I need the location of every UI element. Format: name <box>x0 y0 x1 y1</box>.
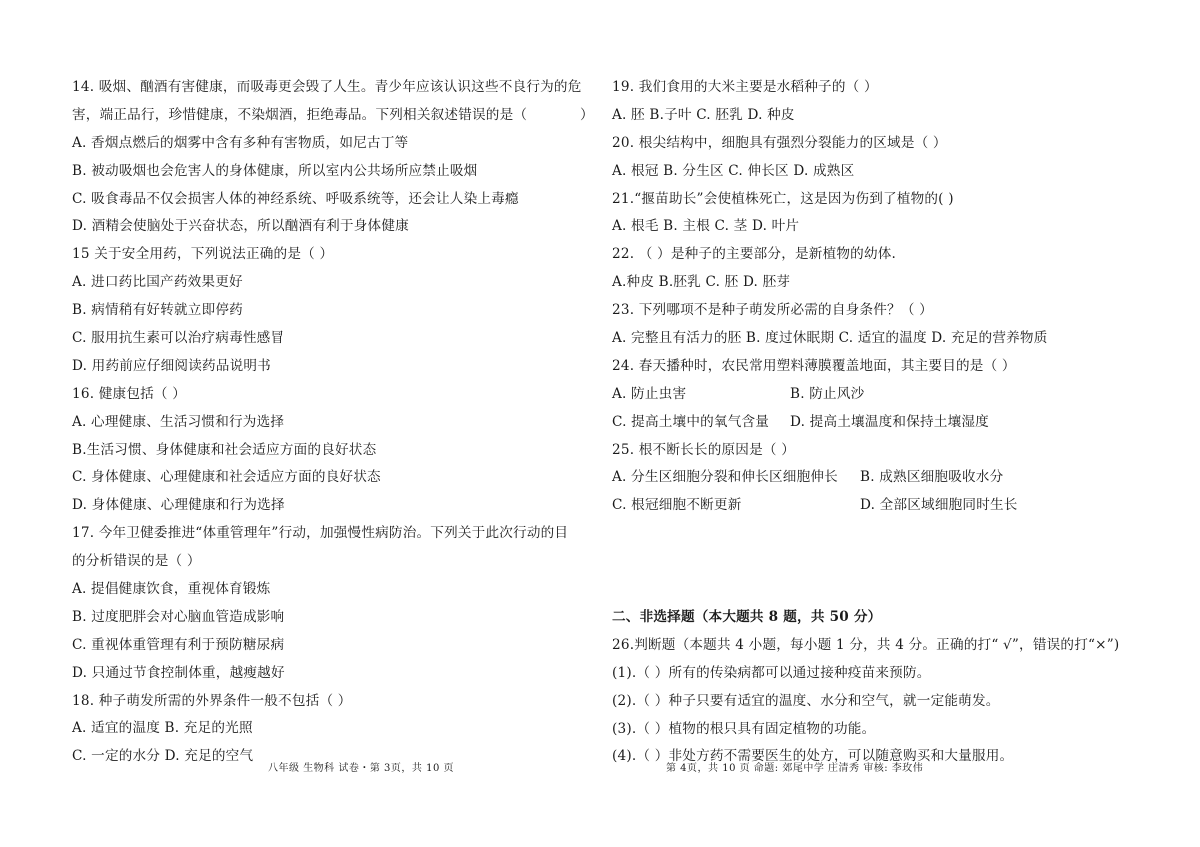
question-stem: 23. 下列哪项不是种子萌发所必需的自身条件？（ ） <box>612 302 933 319</box>
option-line: B. 过度肥胖会对心脑血管造成影响 <box>72 608 285 625</box>
option-line: B.生活习惯、身体健康和社会适应方面的良好状态 <box>72 441 377 458</box>
question-stem: 22. （ ）是种子的主要部分，是新植物的幼体. <box>612 246 897 263</box>
option-row <box>612 464 1172 492</box>
question-stem: 26.判断题（本题共 4 小题，每小题 1 分，共 4 分。正确的打“ √”，错误的打“×”) <box>612 636 1120 653</box>
judgment-item: (4).（ ）非处方药不需要医生的处方，可以随意购买和大量服用。 <box>612 748 1014 765</box>
right-column <box>612 74 1172 771</box>
option-line: A. 进口药比国产药效果更好 <box>72 274 243 291</box>
question-stem: 24. 春天播种时，农民常用塑料薄膜覆盖地面，其主要目的是（ ） <box>612 357 1016 374</box>
option-c: C. 根冠细胞不断更新 <box>612 497 742 514</box>
option-line: B. 病情稍有好转就立即停药 <box>72 302 243 319</box>
judgment-item: (2).（ ）种子只要有适宜的温度、水分和空气，就一定能萌发。 <box>612 692 1000 709</box>
question-stem: 19. 我们食用的大米主要是水稻种子的（ ） <box>612 79 878 95</box>
option-line: A. 香烟点燃后的烟雾中含有多种有害物质，如尼古丁等 <box>72 134 409 151</box>
option-line: D. 身体健康、心理健康和行为选择 <box>72 497 285 514</box>
option-line: C. 一定的水分 D. 充足的空气 <box>72 748 254 765</box>
option-b: B. 成熟区细胞吸收水分 <box>860 469 1004 486</box>
option-line: A. 完整且有活力的胚 B. 度过休眠期 C. 适宜的温度 D. 充足的营养物质 <box>612 330 1048 347</box>
option-line: C. 重视体重管理有利于预防糖尿病 <box>72 636 285 653</box>
option-line: A. 根冠 B. 分生区 C. 伸长区 D. 成熟区 <box>612 162 855 179</box>
question-stem: 21.“揠苗助长”会使植株死亡，这是因为伤到了植物的( ) <box>612 190 954 207</box>
question-stem: 20. 根尖结构中，细胞具有强烈分裂能力的区域是（ ） <box>612 134 947 151</box>
option-line: C. 吸食毒品不仅会损害人体的神经系统、呼吸系统等，还会让人染上毒瘾 <box>72 190 519 207</box>
page-footer-right: 第 4页，共 10 页 命题: 郊尾中学 庄清秀 审核: 李玫伟 <box>666 763 924 774</box>
question-stem: 25. 根不断长长的原因是（ ） <box>612 441 795 458</box>
text-line <box>72 102 592 130</box>
option-c: C. 提高土壤中的氧气含量 <box>612 413 770 430</box>
option-line: A. 提倡健康饮食，重视体育锻炼 <box>72 581 271 598</box>
option-row <box>612 381 1172 409</box>
option-line: A. 心理健康、生活习惯和行为选择 <box>72 413 285 430</box>
question-stem: 18. 种子萌发所需的外界条件一般不包括（ ） <box>72 692 352 709</box>
question-stem: 16. 健康包括（ ） <box>72 385 187 402</box>
option-b: B. 防止风沙 <box>790 385 865 402</box>
judgment-item: (1).（ ）所有的传染病都可以通过接种疫苗来预防。 <box>612 664 931 681</box>
answer-close-paren: ） <box>580 106 594 123</box>
left-column <box>72 74 592 771</box>
section-heading: 二、非选择题（本大题共 8 题，共 50 分） <box>612 608 882 625</box>
option-line: C. 服用抗生素可以治疗病毒性感冒 <box>72 330 285 347</box>
option-line: C. 身体健康、心理健康和社会适应方面的良好状态 <box>72 469 381 486</box>
option-line: A. 胚 B.子叶 C. 胚乳 D. 种皮 <box>612 106 795 123</box>
option-row <box>612 492 1172 520</box>
question-stem: 15 关于安全用药，下列说法正确的是（ ） <box>72 246 334 263</box>
option-line: D. 用药前应仔细阅读药品说明书 <box>72 357 271 374</box>
option-line: A. 适宜的温度 B. 充足的光照 <box>72 720 253 737</box>
judgment-item: (3).（ ）植物的根只具有固定植物的功能。 <box>612 720 876 737</box>
page-footer-left: 八年级 生物科 试卷・第 3页，共 10 页 <box>268 763 454 774</box>
option-line: D. 酒精会使脑处于兴奋状态，所以酗酒有利于身体健康 <box>72 218 409 235</box>
option-d: D. 全部区域细胞同时生长 <box>860 497 1018 514</box>
question-stem: 17. 今年卫健委推进“体重管理年”行动，加强慢性病防治。下列关于此次行动的目 <box>72 525 569 542</box>
blank-space <box>612 520 1172 604</box>
option-a: A. 分生区细胞分裂和伸长区细胞伸长 <box>612 469 838 486</box>
text-line-content: 害，端正品行，珍惜健康，不染烟酒，拒绝毒品。下列相关叙述错误的是（ <box>72 106 528 123</box>
option-line: A.种皮 B.胚乳 C. 胚 D. 胚芽 <box>612 274 791 291</box>
option-a: A. 防止虫害 <box>612 385 687 402</box>
option-line: A. 根毛 B. 主根 C. 茎 D. 叶片 <box>612 218 800 235</box>
option-d: D. 提高土壤温度和保持土壤湿度 <box>790 413 989 430</box>
option-line: D. 只通过节食控制体重，越瘦越好 <box>72 664 285 681</box>
question-stem: 的分析错误的是（ ） <box>72 553 201 570</box>
text-line: 14. 吸烟、酗酒有害健康，而吸毒更会毁了人生。青少年应该认识这些不良行为的危 <box>72 79 582 95</box>
option-row <box>612 409 1172 437</box>
option-line: B. 被动吸烟也会危害人的身体健康，所以室内公共场所应禁止吸烟 <box>72 162 478 179</box>
